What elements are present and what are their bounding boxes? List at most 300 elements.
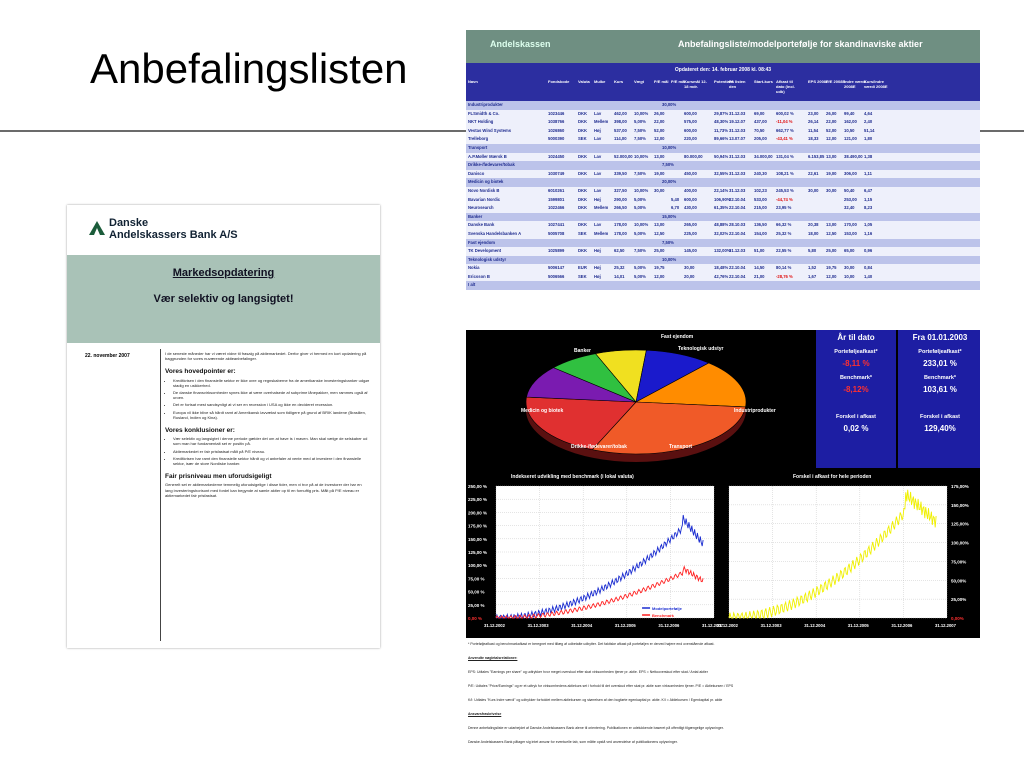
column-header: Potentiale xyxy=(714,79,734,84)
list-item: • Vær selektiv og langsigtet i denne periode gælder det om at have is i maven. Man skal vælge de selskaber ud som man har fundamentalt set er positiv på. xyxy=(173,436,370,446)
document-divider xyxy=(160,349,161,641)
column-header: Kursmål 12-18 mdr. xyxy=(684,79,707,89)
table-cell: DKK xyxy=(578,187,588,193)
table-cell: 12,50 xyxy=(826,230,837,236)
table-cell: 8,23 xyxy=(864,205,873,211)
table-cell: DKK xyxy=(578,222,588,228)
table-cell: 52.000,00 xyxy=(614,153,633,159)
column-header: Vægt xyxy=(634,79,644,84)
table-cell: 25,00 xyxy=(654,248,665,254)
table-cell: 1,11 xyxy=(864,170,872,176)
footnote-line: Ansvarsfraskrivelse xyxy=(468,712,502,716)
table-cell: DKK xyxy=(578,248,588,254)
table-row xyxy=(466,170,980,179)
table-cell: 22.10.04 xyxy=(729,230,746,236)
section-title: Vores hovedpointer er: xyxy=(165,368,236,376)
benchmark-label: Benchmark* xyxy=(839,375,873,381)
y-tick-label: 100,00 % xyxy=(468,563,488,569)
y-tick-label: 125,00 % xyxy=(468,550,488,555)
portfolio-label: Porteføljeafkast* xyxy=(834,349,878,355)
table-cell: 600,00 xyxy=(684,196,697,202)
allocation-pie-panel xyxy=(466,330,816,468)
table-cell: 5,00% xyxy=(634,273,646,279)
y-tick-label: 0,00 % xyxy=(468,616,483,621)
y-tick-label: 75,00 % xyxy=(468,576,485,582)
return-difference-chart xyxy=(717,468,980,638)
table-cell: 5,00% xyxy=(634,119,646,125)
table-cell: 12,00 xyxy=(654,273,665,279)
table-cell: 400,00 xyxy=(684,187,697,193)
table-cell: 14,01 xyxy=(614,273,625,279)
y-tick-label: 250,00 % xyxy=(468,484,488,489)
table-cell: 253,00 xyxy=(844,196,857,202)
column-header: P/E mål xyxy=(671,79,686,84)
table-cell: 462,00 xyxy=(614,110,627,116)
table-cell: 240,30 xyxy=(754,170,767,176)
table-cell: 38.490,00 xyxy=(844,153,863,159)
table-cell: 178,00 xyxy=(614,230,627,236)
diff-label: Forskel i afkast xyxy=(919,414,961,420)
table-cell: 34.000,00 xyxy=(754,153,773,159)
x-tick-label: 31.12.2002 xyxy=(717,623,738,628)
x-tick-label: 31.12.2004 xyxy=(571,623,593,628)
benchmark-label: Benchmark* xyxy=(923,375,957,381)
table-cell: 19,75 xyxy=(654,265,665,271)
benchmark-value: 103,61 % xyxy=(923,385,957,394)
table-cell: 2,40 xyxy=(864,119,873,125)
table-cell: 21,00 xyxy=(754,273,765,279)
table-cell: 50,40 xyxy=(844,187,855,193)
table-cell: 23,95 % xyxy=(776,205,792,211)
table-cell: 52,00 xyxy=(826,127,837,133)
column-header: Fondskode xyxy=(548,79,570,84)
sector-name: Industriprodukter xyxy=(468,102,503,107)
table-cell: 28.10.03 xyxy=(729,222,746,228)
footnote-line: * Porteføljeafkast og benchmarkafkast er beregnet med tillæg af udbetalte udbytter. Det faktiske afkast på porteføljen er derved højere end ovenstående afkast. xyxy=(468,642,715,646)
table-cell: 170,00 xyxy=(844,222,857,228)
y-tick-label: 175,00 % xyxy=(468,523,488,529)
table-cell: Novo Nordisk B xyxy=(468,187,500,193)
chart-title: Forskel i afkast for hele perioden xyxy=(793,474,872,480)
table-cell: 10,50 xyxy=(844,127,855,133)
updated-timestamp: Opdateret den: 14. februar 2008 kl. 08:43 xyxy=(466,63,980,77)
table-cell: 23,00 xyxy=(808,110,819,116)
table-cell: 306,00 xyxy=(844,170,857,176)
table-cell: Høj xyxy=(594,265,601,271)
x-tick-label: 31.12.2007 xyxy=(935,623,956,628)
table-cell: 25,00 xyxy=(826,248,837,254)
brand-name: Andelskassen xyxy=(490,39,551,49)
table-cell: 10,00% xyxy=(634,110,649,116)
table-row xyxy=(466,221,980,230)
x-tick-label: 31.12.2003 xyxy=(527,623,549,628)
table-cell: 1030749 xyxy=(548,170,565,176)
pie-label: Banker xyxy=(574,348,591,354)
y-tick-label: 150,00 % xyxy=(468,536,488,542)
table-cell: 48,30% xyxy=(714,119,729,125)
table-cell: Lav xyxy=(594,136,602,142)
table-cell: 5006147 xyxy=(548,265,565,271)
table-cell: 12,00 xyxy=(654,136,665,142)
table-header xyxy=(466,77,980,101)
table-cell: 19,00 xyxy=(654,170,665,176)
table-cell: 121,00 xyxy=(844,136,857,142)
pie-label: Medicin og biotek xyxy=(521,408,564,414)
table-cell: Høj xyxy=(594,273,601,279)
column-header: P/E mål xyxy=(654,79,669,84)
table-cell: Danske Bank xyxy=(468,222,495,228)
benchmark-value: -8,12% xyxy=(843,385,869,394)
table-cell: 1,38 xyxy=(864,153,873,159)
column-header: Kurs/Indre værdi 2008E xyxy=(864,79,888,89)
table-cell: 4,64 xyxy=(864,110,873,116)
table-cell: 5,00% xyxy=(634,196,646,202)
table-cell: Vestas Wind Systems xyxy=(468,127,512,133)
table-cell: 215,00 xyxy=(754,205,767,211)
column-header: Valuta xyxy=(578,79,590,84)
table-cell: 1,80 xyxy=(864,136,873,142)
table-cell: 30,00 xyxy=(808,187,819,193)
sector-row xyxy=(466,239,980,248)
table-cell: 1599801 xyxy=(548,196,565,202)
table-cell: 29,87% xyxy=(714,110,729,116)
diff-value: 0,02 % xyxy=(843,424,869,433)
table-cell: Mellem xyxy=(594,205,609,211)
y-tick-label: 75,00% xyxy=(951,559,967,565)
table-cell: Nokia xyxy=(468,265,480,271)
table-cell: 154,00 xyxy=(754,230,767,236)
table-cell: 10,00% xyxy=(634,222,649,228)
table-cell: 205,00 xyxy=(754,136,767,142)
table-cell: Høj xyxy=(594,248,601,254)
table-cell: 600,00 xyxy=(684,110,697,116)
sector-weight: 7,50% xyxy=(662,239,674,245)
table-cell: DKK xyxy=(578,110,588,116)
table-row xyxy=(466,127,980,136)
table-cell: 70,50 xyxy=(754,127,765,133)
pie-label: Transport xyxy=(669,444,693,450)
table-cell: 1025899 xyxy=(548,248,565,254)
table-cell: 25,32 xyxy=(614,265,625,271)
table-cell: Høj xyxy=(594,127,601,133)
table-cell: Danisco xyxy=(468,170,485,176)
sector-name: I alt xyxy=(468,282,476,288)
table-cell: 42,76% xyxy=(714,273,729,279)
index-chart-panel xyxy=(466,468,723,638)
table-cell: 575,00 xyxy=(684,119,697,125)
list-item: • Det er fortsat mest sandsynligt at vi ser en recession i USA og ikke en decideret recession. xyxy=(173,402,370,407)
table-cell: 20,38 xyxy=(808,222,819,228)
table-cell: 7,50% xyxy=(634,127,646,133)
table-cell: Lav xyxy=(594,153,602,159)
returns-divider xyxy=(896,330,898,468)
table-cell: 13.07.07 xyxy=(729,136,746,142)
table-cell: 22,55 % xyxy=(776,248,792,254)
table-cell: 32,02% xyxy=(714,230,729,236)
document-title-band xyxy=(67,255,380,343)
table-cell: 19,00 xyxy=(826,170,837,176)
table-cell: -43,41 % xyxy=(776,136,793,142)
table-cell: 12,00 xyxy=(826,136,837,142)
footnote-line: Danske Andelskassers Bank påtager sig intet ansvar for eventuelle tab, som måtte opstå ved anvendelse af publikationens oplysninger. xyxy=(468,740,678,744)
list-item: • Europa vil ikke blive så hårdt ramt af Amerikansk lavvækst som tidligere på grund af BRIK landene (Brasilien, Rusland, Indien og Kina). xyxy=(173,410,370,420)
table-cell: 1023446 xyxy=(548,110,565,116)
x-tick-label: 31.12.2006 xyxy=(658,623,680,628)
returns-since-2003-column xyxy=(900,330,980,468)
table-cell: 22.10.04 xyxy=(729,265,746,271)
table-cell: 290,00 xyxy=(614,196,627,202)
table-cell: 62,50 xyxy=(614,248,625,254)
table-cell: 22.10.04 xyxy=(729,273,746,279)
table-cell: 30,00 xyxy=(844,265,855,271)
table-row xyxy=(466,230,980,239)
table-cell: 89,66% xyxy=(714,136,729,142)
table-cell: Mellem xyxy=(594,119,609,125)
table-cell: Lav xyxy=(594,222,602,228)
table-cell: SEK xyxy=(578,230,587,236)
column-header: Start-kurs xyxy=(754,79,773,84)
table-cell: 51,14 xyxy=(864,127,875,133)
index-development-chart xyxy=(466,468,723,638)
x-tick-label: 31.12.2002 xyxy=(484,623,505,628)
table-cell: 20,00 xyxy=(684,273,695,279)
x-tick-label: 31.12.2007 xyxy=(702,623,723,628)
table-cell: 225,00 xyxy=(684,230,697,236)
table-cell: 0,84 xyxy=(864,265,873,271)
y-tick-label: 225,00 % xyxy=(468,497,488,503)
table-cell: 19,75 xyxy=(826,265,837,271)
table-row xyxy=(466,187,980,196)
table-cell: 65,00 xyxy=(844,248,855,254)
table-row xyxy=(466,118,980,127)
table-cell: 19.12.07 xyxy=(729,119,746,125)
table-cell: 80,14 % xyxy=(776,265,792,271)
table-cell: 7,50% xyxy=(634,136,646,142)
table-cell: 18,48% xyxy=(714,265,729,271)
table-cell: 339,50 xyxy=(614,170,627,176)
table-row xyxy=(466,273,980,282)
column-header: På listen den xyxy=(729,79,746,89)
table-cell: 22.10.04 xyxy=(729,205,746,211)
table-cell: 1,05 xyxy=(864,222,873,228)
table-cell: 162,00 xyxy=(844,119,857,125)
table-row xyxy=(466,247,980,256)
sector-weight: 7,50% xyxy=(662,162,674,168)
x-tick-label: 31.12.2005 xyxy=(847,623,869,628)
table-cell: 6010261 xyxy=(548,187,565,193)
table-cell: 600,00 xyxy=(684,127,697,133)
document-body xyxy=(67,345,380,645)
table-cell: 0,96 xyxy=(864,248,873,254)
table-cell: 5,00% xyxy=(634,230,646,236)
footnote-line: K/I: Udtales "Kurs Indre værdi" og udtrykker forholdet mellem aktiekursen og størrelsen af den bogførte egenkapital pr. aktie. K/I = Aktiekursen / Egenkapital pr. aktie xyxy=(468,698,723,702)
table-cell: 18,00 xyxy=(808,230,819,236)
column-header: Indre værdi 2008E xyxy=(844,79,866,89)
table-cell: 430,00 xyxy=(684,205,697,211)
footnote-line: Anvendte nøgletalsrelationer: xyxy=(468,656,518,660)
table-cell: 106,90% xyxy=(714,196,731,202)
footnote-line: P/E: Udtales "Price/Earnings" og er et udtryk for virksomhedens aktiekurs set i forhold til det overskud efter skat pr. aktie som virksomheden tjener. P/E = Aktiekursen / EPS xyxy=(468,684,734,688)
table-cell: DKK xyxy=(578,127,588,133)
table-cell: 13,00 xyxy=(826,153,837,159)
table-cell: 437,00 xyxy=(754,119,767,125)
table-cell: 26,00 xyxy=(826,110,837,116)
document-subheading: Vær selektiv og langsigtet! xyxy=(153,293,294,305)
table-cell: 1,16 xyxy=(864,230,873,236)
table-cell: 30,00 xyxy=(684,265,695,271)
table-cell: 22,00 xyxy=(654,119,665,125)
table-cell: SEK xyxy=(578,136,587,142)
table-cell: 5,80 xyxy=(808,248,817,254)
table-cell: 10,00% xyxy=(634,153,649,159)
table-cell: 1,52 xyxy=(808,265,817,271)
sector-name: Drikke-/fødevarer/tobak xyxy=(468,162,515,168)
table-cell: 245,53 % xyxy=(776,187,794,193)
table-cell: 26,14 xyxy=(808,119,819,125)
table-cell: 5,00% xyxy=(634,205,646,211)
table-cell: 22,61 xyxy=(808,170,819,176)
column-header: Navn xyxy=(468,79,478,84)
portfolio-table xyxy=(466,77,980,290)
sector-row xyxy=(466,256,980,265)
table-cell: 18,33 xyxy=(808,136,819,142)
y-tick-label: 150,00% xyxy=(951,502,969,508)
table-cell: Neurosearch xyxy=(468,205,494,211)
sector-weight: 10,00% xyxy=(662,256,677,262)
list-item: • Kreditkrisen i den finansielle sektor er ikke ovre og regnskaberne fra de amerikanske investeringsbanker udgør stadig en usikkerhed. xyxy=(173,378,370,388)
diff-chart-panel xyxy=(717,468,980,638)
table-cell: 26,00 xyxy=(654,110,665,116)
table-cell: Lav xyxy=(594,187,602,193)
table-cell: 32,55% xyxy=(714,170,729,176)
table-cell: EUR xyxy=(578,265,587,271)
sector-name: Transport xyxy=(468,144,488,150)
table-cell: 13,00 xyxy=(826,222,837,228)
document-banner xyxy=(466,30,980,63)
table-cell: 132,00% xyxy=(714,248,731,254)
table-cell: 5005708 xyxy=(548,230,565,236)
table-cell: 32,40 xyxy=(844,205,855,211)
table-cell: 662,77 % xyxy=(776,127,794,133)
table-cell: Lav xyxy=(594,110,602,116)
table-cell: 266,50 xyxy=(614,205,627,211)
pie-label: Drikke-/fødevarer/tobak xyxy=(571,444,627,450)
table-cell: 31.12.03 xyxy=(729,187,746,193)
y-tick-label: 200,00 % xyxy=(468,510,488,516)
table-cell: 537,00 xyxy=(614,127,627,133)
table-cell: DKK xyxy=(578,119,588,125)
table-cell: 22,14% xyxy=(714,187,729,193)
portfolio-value: 233,01 % xyxy=(923,359,957,368)
sector-row xyxy=(466,178,980,187)
table-cell: 7,50% xyxy=(634,248,646,254)
column-header: Afkast til dato (incl. udb) xyxy=(776,79,795,94)
x-tick-label: 31.12.2005 xyxy=(614,623,636,628)
table-row xyxy=(466,196,980,205)
table-cell: 61,35% xyxy=(714,205,729,211)
table-cell: DKK xyxy=(578,170,588,176)
table-cell: 30,00 xyxy=(654,187,665,193)
table-cell: 22,00 xyxy=(826,119,837,125)
table-cell: 5,00% xyxy=(634,265,646,271)
y-tick-label: 100,00% xyxy=(951,540,969,546)
table-cell: 600,02 % xyxy=(776,110,794,116)
table-cell: 265,00 xyxy=(684,222,697,228)
table-row xyxy=(466,264,980,273)
table-cell: 1027441 xyxy=(548,222,565,228)
table-cell: 102,23 xyxy=(754,187,767,193)
returns-col-title: År til dato xyxy=(837,333,875,342)
table-cell: 1,40 xyxy=(864,273,873,279)
table-cell: 25,32 % xyxy=(776,230,792,236)
table-cell: -28,76 % xyxy=(776,273,793,279)
section-text: Generelt set er aktiemarkederne temmelig uforudsigelige i disse tider, men vi tror på at de investorer der har en lang investeringshorisont med fordel kan begynde at samle aktier op til en fornuftig pris. Målt på P/E niveau er aktiemarkedet fair prisfastsat. xyxy=(165,482,362,498)
y-tick-label: 25,00 % xyxy=(468,602,485,608)
sector-weight: 15,00% xyxy=(662,213,677,219)
table-cell: Lav xyxy=(594,170,602,176)
table-cell: 145,00 xyxy=(684,248,697,254)
footnote-line: Denne anbefalingsliste er udarbejdet af Danske Andelskassers Bank alene til orientering. Publikationen er udelukkende baseret på offentligt tilgængelige oplysninger. xyxy=(468,726,724,730)
table-cell: 31.12.03 xyxy=(729,110,746,116)
table-cell: 1,15 xyxy=(864,196,873,202)
table-cell: 5000390 xyxy=(548,136,565,142)
table-cell: DKK xyxy=(578,205,588,211)
document-title: Anbefalingsliste/modelportefølje for skandinaviske aktier xyxy=(678,39,923,49)
table-cell: 1024450 xyxy=(548,153,565,159)
table-cell: 131,04 % xyxy=(776,153,794,159)
table-cell: -44,74 % xyxy=(776,196,793,202)
y-tick-label: 175,00% xyxy=(951,484,969,489)
table-cell: 11,73% xyxy=(714,127,728,133)
sector-row xyxy=(466,101,980,110)
y-tick-label: 50,00% xyxy=(951,578,967,584)
sector-row xyxy=(466,213,980,222)
table-cell: FLSmidth & Co. xyxy=(468,110,500,116)
table-cell: DKK xyxy=(578,153,588,159)
table-cell: Trelleborg xyxy=(468,136,489,142)
column-header: Kurs xyxy=(614,79,624,84)
list-item: • Kreditkrisen har ramt den finansielle sektor hårdt og vi anbefaler at vente med at investere i den finansielle sektor, især de store Nordiske banker. xyxy=(173,456,370,466)
sector-name: Teknologisk udstyr xyxy=(468,256,507,262)
table-cell: 51,00 xyxy=(754,248,765,254)
table-cell: Svenska Handelsbanken A xyxy=(468,230,522,236)
document-date: 22. november 2007 xyxy=(85,353,130,359)
sector-row xyxy=(466,281,980,290)
chart-title: Indekseret udvikling med benchmark (i lokal valuta) xyxy=(511,474,634,480)
sector-weight: 30,00% xyxy=(662,102,677,107)
x-tick-label: 31.12.2003 xyxy=(760,623,782,628)
table-cell: 13,00 xyxy=(654,153,665,159)
section-title: Vores konklusioner er: xyxy=(165,427,235,435)
hovedpointer-list xyxy=(165,378,370,420)
table-row xyxy=(466,153,980,162)
portfolio-value: -8,11 % xyxy=(842,359,870,368)
table-cell: 533,00 xyxy=(754,196,767,202)
sector-name: Banker xyxy=(468,213,483,219)
pie-label: Fast ejendom xyxy=(661,334,694,340)
table-cell: 31.12.03 xyxy=(729,153,746,159)
y-tick-label: 50,00 % xyxy=(468,589,485,595)
list-item: • De danske finansvirksomheder synes ikke at være overhalsede af subprime lånepakker, men rammes også af uroen. xyxy=(173,390,370,400)
sector-weight: 10,00% xyxy=(662,144,677,150)
table-cell: Ericsson B xyxy=(468,273,490,279)
table-cell: 80.000,00 xyxy=(684,153,703,159)
table-cell: 1026860 xyxy=(548,127,565,133)
slide-title: Anbefalingslisten xyxy=(90,45,408,92)
table-cell: 10,00 xyxy=(844,273,855,279)
market-update-document xyxy=(67,205,380,648)
list-item: • Aktiemarkedet er fair prisfastsat målt på P/E niveau. xyxy=(173,449,370,454)
